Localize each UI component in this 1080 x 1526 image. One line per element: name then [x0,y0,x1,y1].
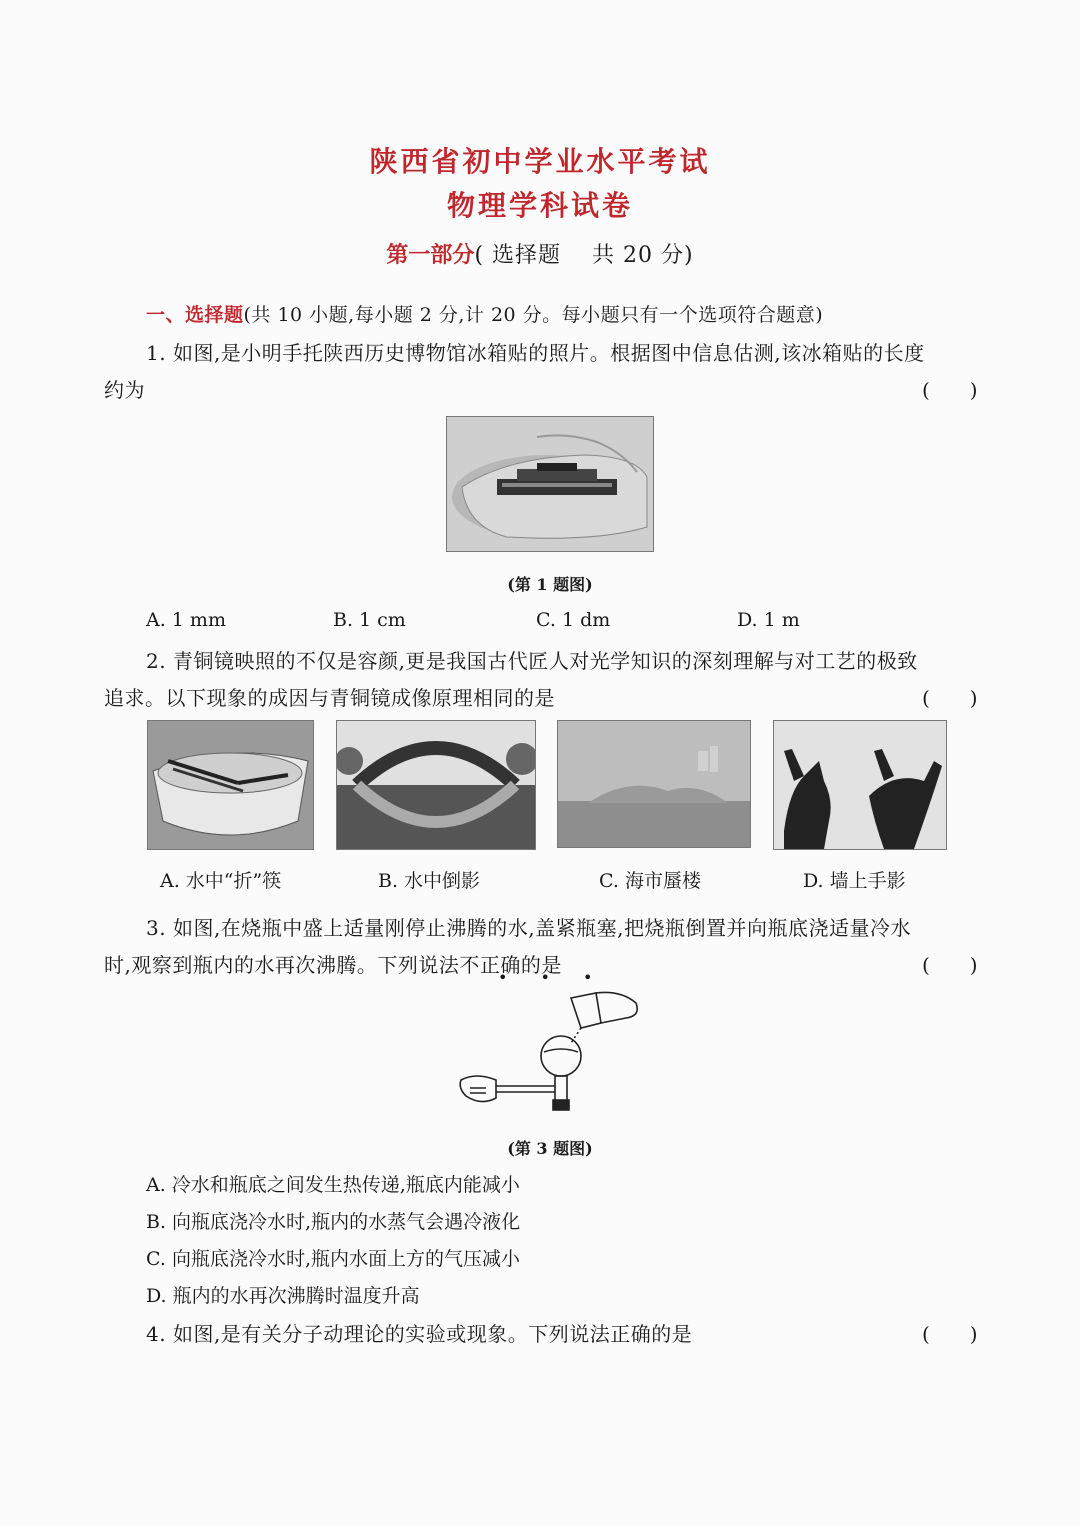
q4-stem-line1: 4. 如图,是有关分子动理论的实验或现象。下列说法正确的是 [146,1322,693,1346]
q3-option-a[interactable]: A. 冷水和瓶底之间发生热传递,瓶底内能减小 [146,1174,520,1196]
q3-option-c[interactable]: C. 向瓶底浇冷水时,瓶内水面上方的气压减小 [146,1248,520,1270]
q3-stem-line1: 3. 如图,在烧瓶中盛上适量刚停止沸腾的水,盖紧瓶塞,把烧瓶倒置并向瓶底浇适量冷水 [146,916,912,940]
q3-answer-paren: ( ) [922,953,978,977]
q2-answer-paren: ( ) [922,686,978,710]
q1-option-d[interactable]: D. 1 m [737,609,800,631]
q2-option-c[interactable]: C. 海市蜃楼 [599,870,701,892]
q2-stem-line1: 2. 青铜镜映照的不仅是容颜,更是我国古代匠人对光学知识的深刻理解与对工艺的极致 [146,649,918,673]
q3-flask-diagram [456,988,646,1116]
q2-option-a[interactable]: A. 水中“折”筷 [160,870,282,892]
section-heading [146,300,823,327]
q1-stem-line1: 1. 如图,是小明手托陕西历史博物馆冰箱贴的照片。根据图中信息估测,该冰箱贴的长度 [146,341,925,365]
q1-answer-paren: ( ) [922,378,978,402]
q2-bridge-reflection-photo [336,720,536,850]
section-label: 一、选择题 [146,304,244,326]
part-detail: ( 选择题 共 20 分) [474,243,694,268]
part-label: 第一部分 [386,242,475,268]
q3-option-b[interactable]: B. 向瓶底浇冷水时,瓶内的水蒸气会遇冷液化 [146,1211,521,1233]
q1-option-c[interactable]: C. 1 dm [536,609,611,631]
q3-emphasis-dots: • • • [498,968,607,987]
q3-figure-caption: (第 3 题图) [507,1139,593,1158]
q2-mirage-photo [557,720,751,848]
part-heading [0,238,1080,269]
q2-hand-shadow-photo [773,720,947,850]
q1-fridge-magnet-photo [446,416,654,552]
exam-title: 陕西省初中学业水平考试 [369,145,711,178]
q1-option-a[interactable]: A. 1 mm [146,609,226,631]
q3-stem-line2: 时,观察到瓶内的水再次沸腾。下列说法不正确的是 [104,953,562,977]
q2-chopsticks-photo [147,720,314,850]
exam-subtitle: 物理学科试卷 [446,189,633,222]
q2-option-b[interactable]: B. 水中倒影 [378,870,481,892]
q3-option-d[interactable]: D. 瓶内的水再次沸腾时温度升高 [146,1285,420,1307]
q1-option-b[interactable]: B. 1 cm [333,609,406,631]
q4-answer-paren: ( ) [922,1322,978,1346]
q2-stem-line2: 追求。以下现象的成因与青铜镜成像原理相同的是 [104,686,555,710]
q1-figure-caption: (第 1 题图) [507,575,593,594]
q1-stem-line2: 约为 [104,378,145,402]
q2-option-d[interactable]: D. 墙上手影 [803,870,906,892]
section-detail: (共 10 小题,每小题 2 分,计 20 分。每小题只有一个选项符合题意) [243,304,824,326]
